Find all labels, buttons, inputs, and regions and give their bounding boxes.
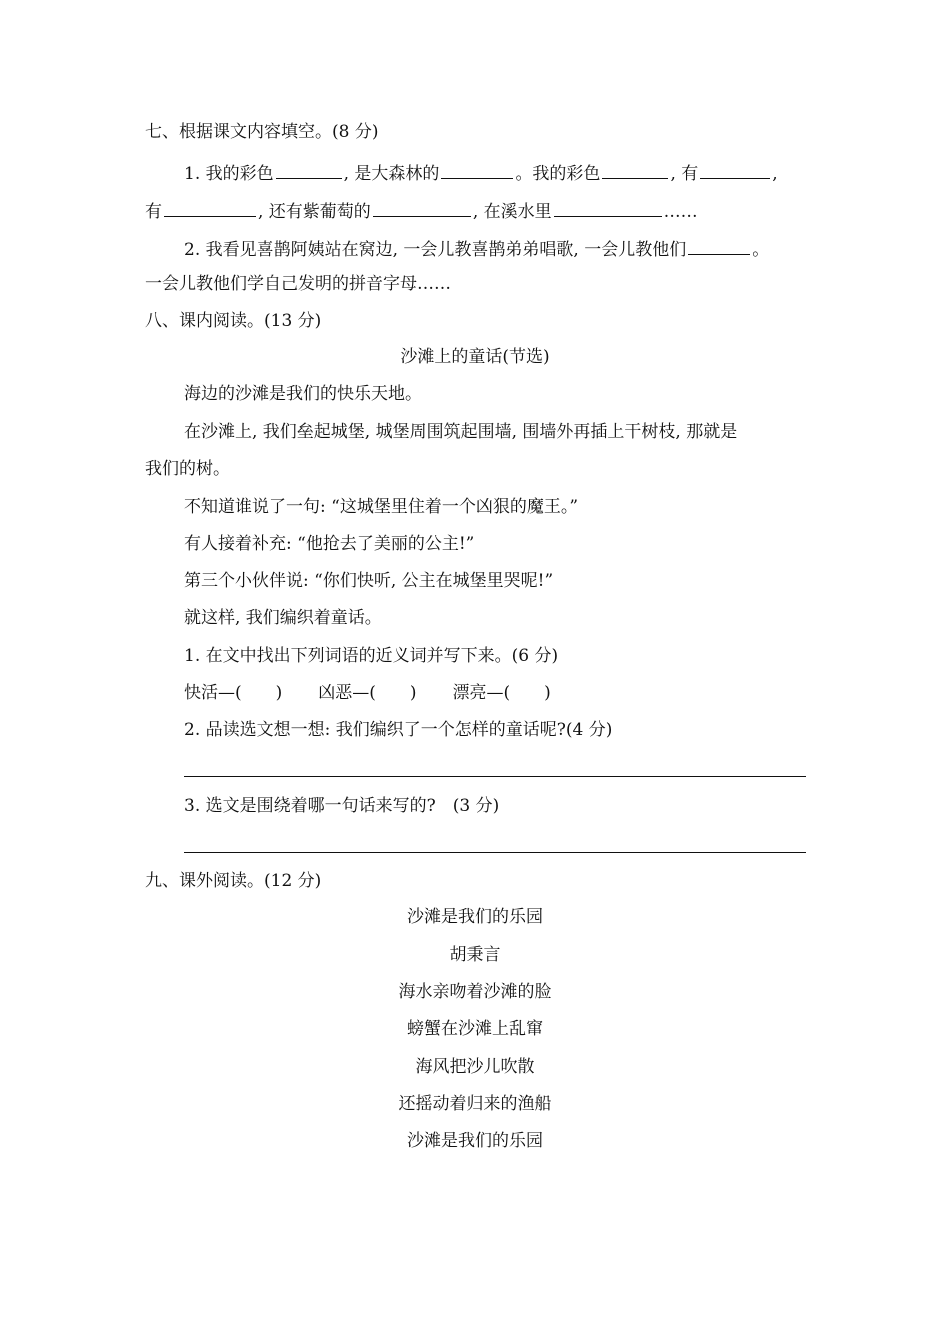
fill-blank-7[interactable] <box>554 198 662 217</box>
synonym-item[interactable]: 快活—( ) <box>184 683 283 703</box>
section-7-q1-line1 <box>184 160 778 186</box>
poem-title: 沙滩是我们的乐园 <box>407 907 543 927</box>
section-7-q1-line2 <box>145 198 698 224</box>
question-8-3: 3. 选文是围绕着哪一句话来写的? (3 分) <box>184 796 500 816</box>
poem-author: 胡秉言 <box>449 945 501 965</box>
section-7-title: 七、根据课文内容填空。(8 分) <box>145 122 379 142</box>
q1-text-e: , <box>772 164 778 184</box>
q1-text-a: 1. 我的彩色 <box>184 164 274 184</box>
passage-paragraph-5: 第三个小伙伴说: “你们快听, 公主在城堡里哭呢!” <box>184 571 554 591</box>
fill-blank-8[interactable] <box>688 236 750 255</box>
section-8-title: 八、课内阅读。(13 分) <box>145 311 322 331</box>
section-9-title: 九、课外阅读。(12 分) <box>145 871 322 891</box>
q1-line2-text-d: …… <box>663 202 698 222</box>
question-8-2: 2. 品读选文想一想: 我们编织了一个怎样的童话呢?(4 分) <box>184 720 613 740</box>
q2-text-b: 。 <box>752 240 770 260</box>
passage-paragraph-3: 不知道谁说了一句: “这城堡里住着一个凶狠的魔王。” <box>184 497 579 517</box>
section-7-q2-line2: 一会儿教他们学自己发明的拼音字母…… <box>145 274 451 294</box>
synonym-item[interactable]: 凶恶—( ) <box>318 683 417 703</box>
passage-paragraph-4: 有人接着补充: “他抢去了美丽的公主!” <box>184 534 475 554</box>
q1-line2-text-c: , 在溪水里 <box>472 202 552 222</box>
question-8-1: 1. 在文中找出下列词语的近义词并写下来。(6 分) <box>184 646 559 666</box>
section-7-q2-line1 <box>184 236 769 262</box>
q1-line2-text-b: , 还有紫葡萄的 <box>258 202 371 222</box>
fill-blank-1[interactable] <box>276 160 342 179</box>
passage-title: 沙滩上的童话(节选) <box>400 347 550 367</box>
passage-paragraph-2-line2: 我们的树。 <box>145 459 230 479</box>
synonym-items <box>184 681 551 705</box>
poem-line: 沙滩是我们的乐园 <box>407 1131 543 1151</box>
q1-text-c: 。我的彩色 <box>515 164 601 184</box>
q1-text-d: , 有 <box>670 164 699 184</box>
poem-line: 螃蟹在沙滩上乱窜 <box>407 1019 543 1039</box>
q2-text-a: 2. 我看见喜鹊阿姨站在窝边, 一会儿教喜鹊弟弟唱歌, 一会儿教他们 <box>184 240 687 260</box>
fill-blank-5[interactable] <box>164 198 256 217</box>
fill-blank-4[interactable] <box>700 160 770 179</box>
poem-line: 还摇动着归来的渔船 <box>398 1094 552 1114</box>
poem-line: 海水亲吻着沙滩的脸 <box>398 982 552 1002</box>
synonym-item[interactable]: 漂亮—( ) <box>452 683 551 703</box>
passage-paragraph-1: 海边的沙滩是我们的快乐天地。 <box>184 384 422 404</box>
fill-blank-6[interactable] <box>373 198 471 217</box>
poem-line: 海风把沙儿吹散 <box>415 1057 535 1077</box>
fill-blank-2[interactable] <box>441 160 513 179</box>
passage-paragraph-6: 就这样, 我们编织着童话。 <box>184 608 382 628</box>
q1-line2-text-a: 有 <box>145 202 162 222</box>
passage-paragraph-2-line1: 在沙滩上, 我们垒起城堡, 城堡周围筑起围墙, 围墙外再插上干树枝, 那就是 <box>184 422 738 442</box>
fill-blank-3[interactable] <box>602 160 668 179</box>
answer-line-q3[interactable] <box>184 852 806 853</box>
q1-text-b: , 是大森林的 <box>343 164 440 184</box>
answer-line-q2[interactable] <box>184 776 806 777</box>
